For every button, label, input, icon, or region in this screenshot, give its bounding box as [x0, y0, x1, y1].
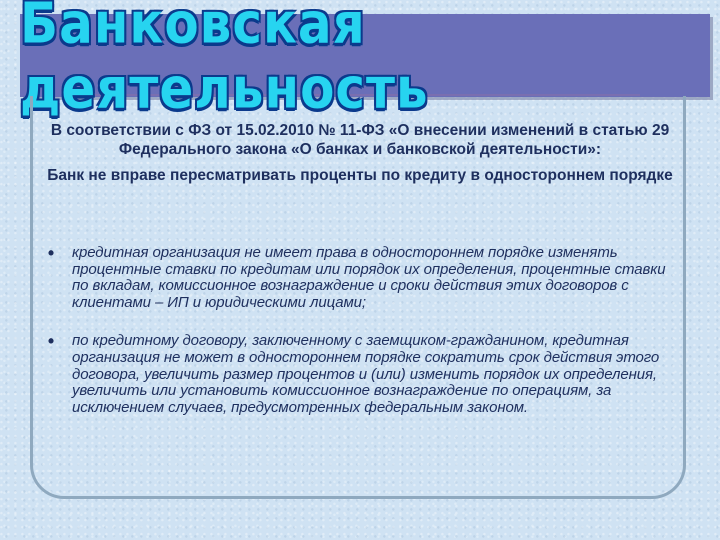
bullet-item [30, 245, 685, 311]
bullet-marker: • [47, 331, 55, 352]
bullet-marker: • [47, 243, 55, 263]
bullet-list [30, 245, 685, 416]
bullet-text: по кредитному договору, заключенному с заемщиком-гражданином, кредитная организация не может в одностороннем порядке сократить срок действия этого договора, увеличить размер процентов и (или) изменить порядок их определения, увеличить или установить комиссионное вознаграждение по операциям, за исключением случаев, предусмотренных федеральным законом. [72, 332, 660, 416]
bullet-text: кредитная организация не имеет права в одностороннем порядке изменять процентные ставки по кредитам или порядок их определения, процентные ставки по вкладам, комиссионное вознаграждение и сроки действия этих договоров с клиентами – ИП и юридическими лицами; [72, 244, 666, 311]
slide-heading [40, 122, 680, 186]
key-statement: Банк не вправе пересматривать проценты по кредиту в одностороннем порядке [47, 167, 673, 184]
law-reference: В соответствии с ФЗ от 15.02.2010 № 11-ФЗ «О внесении изменений в статью 29 Федерального закона «О банках и банковской деятельности»: [50, 122, 670, 158]
slide-title: Банковская деятельность [20, 0, 429, 121]
bullet-item [30, 333, 685, 416]
